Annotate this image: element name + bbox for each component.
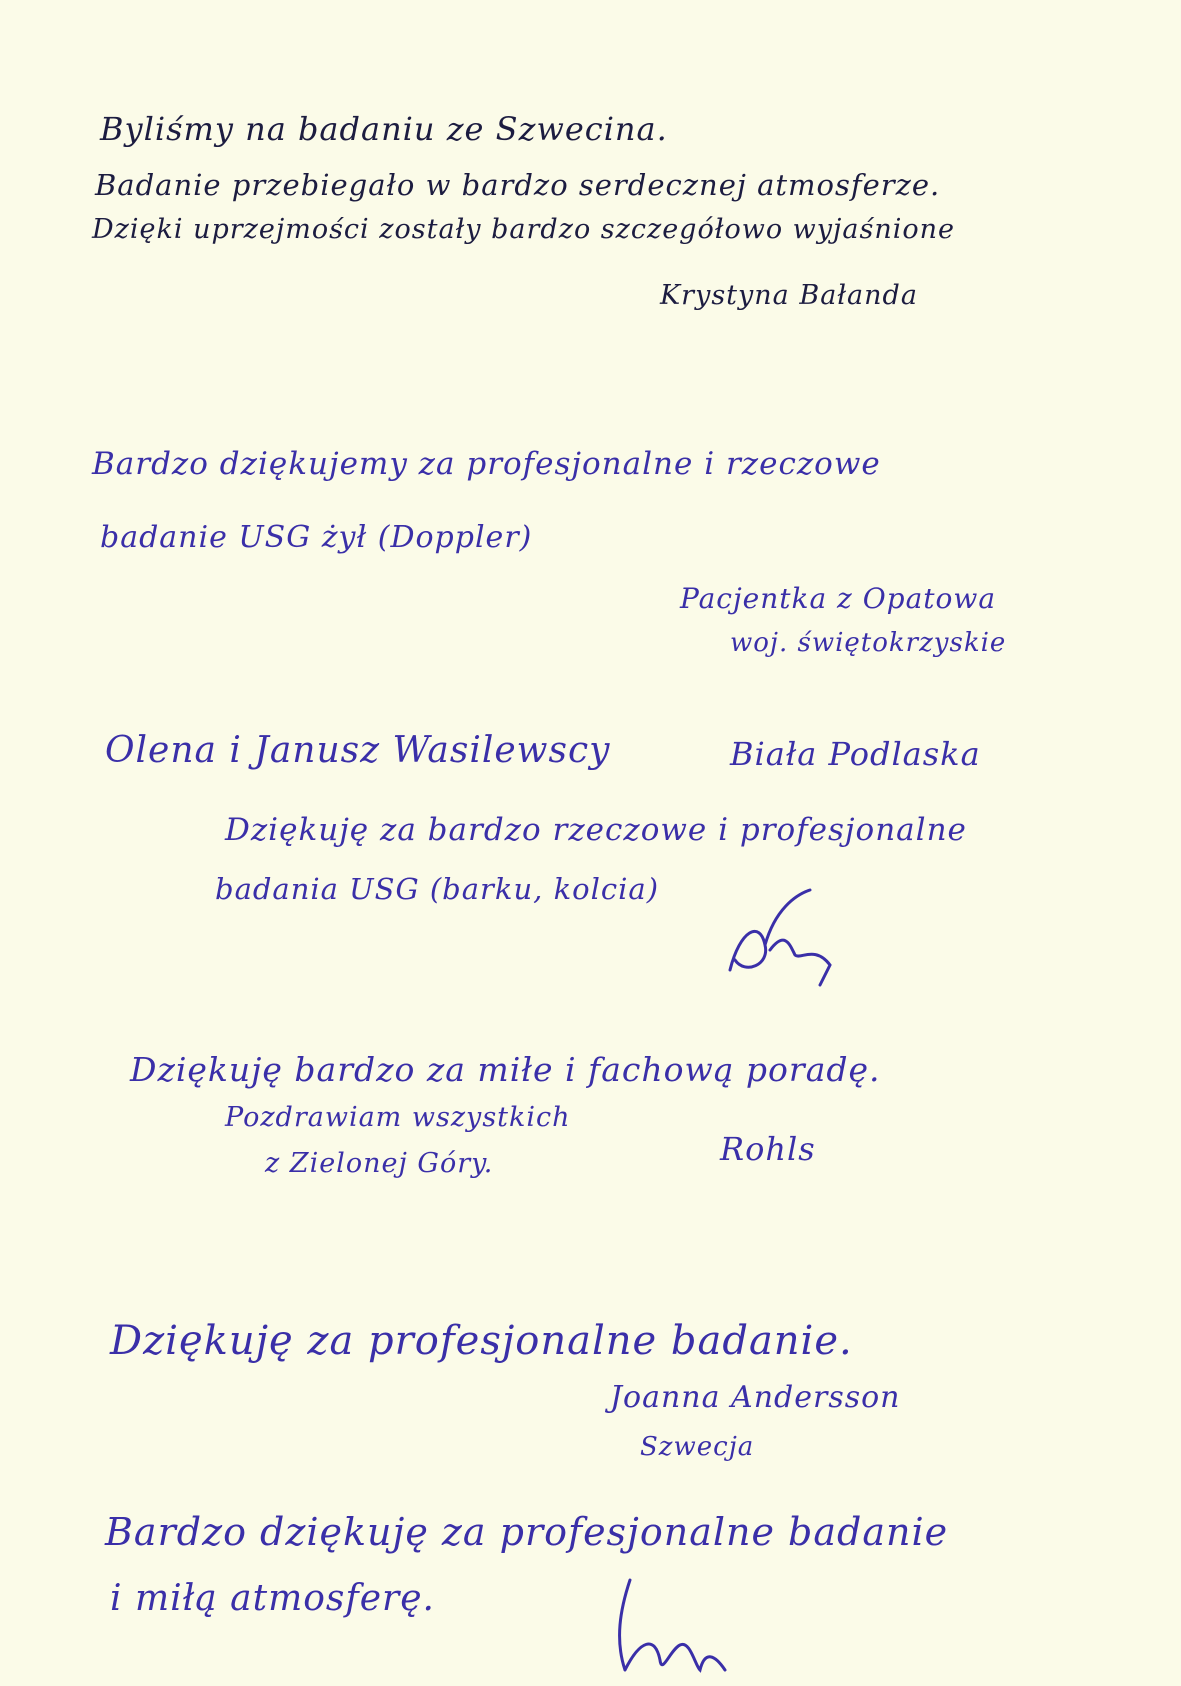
entry-1-line-1: Byliśmy na badaniu ze Szwecina.: [100, 110, 668, 148]
entry-6-line-1: Bardzo dziękuję za profesjonalne badanie: [105, 1510, 949, 1554]
entry-4-line-3: z Zielonej Góry.: [265, 1148, 494, 1179]
entry-3-line-1: Dziękuję za bardzo rzeczowe i profesjonalne: [225, 812, 967, 848]
entry-1-line-2: Badanie przebiegało w bardzo serdecznej atmosferze.: [95, 168, 941, 202]
entry-4-line-2: Pozdrawiam wszystkich: [225, 1102, 571, 1133]
entry-5-line-1: Dziękuję za profesjonalne badanie.: [110, 1318, 853, 1364]
entry-4-signature: Rohls: [720, 1130, 816, 1168]
entry-3-line-2: badania USG (barku, kolcia): [215, 872, 660, 906]
entry-2-signature-line-1: Pacjentka z Opatowa: [680, 582, 997, 615]
entry-1-line-3: Dzięki uprzejmości zostały bardzo szczegółowo wyjaśnione: [92, 214, 956, 245]
entry-6-signature-scribble: [600, 1580, 730, 1680]
entry-2-line-2: badanie USG żył (Doppler): [100, 520, 533, 555]
entry-6-line-2: i miłą atmosferę.: [110, 1578, 435, 1619]
entry-1-signature: Krystyna Bałanda: [660, 280, 918, 311]
entry-3-signature-scribble: [720, 890, 840, 990]
entry-3-place: Biała Podlaska: [730, 735, 981, 773]
entry-4-line-1: Dziękuję bardzo za miłe i fachową poradę.: [130, 1050, 881, 1089]
entry-5-signature-line-1: Joanna Andersson: [610, 1380, 901, 1415]
entry-2-line-1: Bardzo dziękujemy za profesjonalne i rzeczowe: [92, 446, 881, 482]
entry-2-signature-line-2: woj. świętokrzyskie: [730, 628, 1007, 658]
entry-5-signature-line-2: Szwecja: [640, 1432, 755, 1462]
entry-3-names: Olena i Janusz Wasilewscy: [105, 730, 611, 771]
